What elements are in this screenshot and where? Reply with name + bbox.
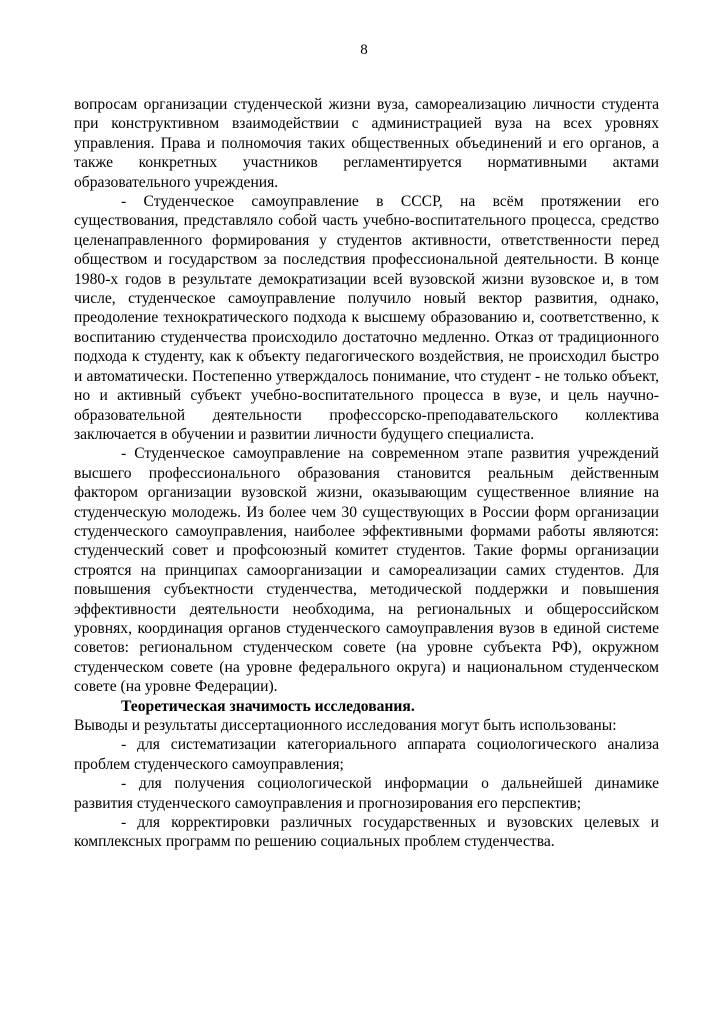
paragraph: вопросам организации студенческой жизни вуза, самореализацию личности студента при конструктивном взаимодействии с администрацией вуза на всех уровнях управления. Права и полномочия таких общественных объединений и его органов, а также конкретных участников регламентируется нормативными актами образовательного учреждения. <box>74 96 659 191</box>
paragraph: - Студенческое самоуправление в СССР, на всём протяжении его существования, представляло собой часть учебно-воспитательного процесса, средство целенаправленного формирования у студентов активности, ответственности перед обществом и государством за последствия профессиональной деятельности. В конце 1980-х годов в результате демократизации всей вузовской жизни вузовское и, в том числе, студенческое самоуправление получило новый вектор развития, однако, преодоление технократического подхода к высшему образованию и, соответственно, к воспитанию студенчества происходило достаточно медленно. Отказ от традиционного подхода к студенту, как к объекту педагогического воздействия, не происходил быстро и автоматически. Постепенно утверждалось понимание, что студент - не только объект, но и активный субъект учебно-воспитательного процесса в вузе, и цель научно-образовательной деятельности профессорско-преподавательского коллектива заключается в обучении и развитии личности будущего специалиста. <box>74 193 659 443</box>
list-item: - для систематизации категориального аппарата социологического анализа проблем студенческого самоуправления; <box>74 736 659 773</box>
list-item: - для получения социологической информации о дальнейшей динамике развития студенческого самоуправления и прогнозирования его перспектив; <box>74 775 659 812</box>
paragraph: - Студенческое самоуправление на современном этапе развития учреждений высшего профессионального образования становится реальным действенным фактором организации вузовской жизни, оказывающим существенное влияние на студенческую молодежь. Из более чем 30 существующих в России форм организации студенческого самоуправления, наиболее эффективными формами работы являются: студенческий совет и профсоюзный комитет студентов. Такие формы организации строятся на принципах самоорганизации и самореализации самих студентов. Для повышения субъектности студенчества, методической поддержки и повышения эффективности деятельности необходима, на региональных и общероссийском уровнях, координация органов студенческого самоуправления вузов в единой системе советов: региональном студенческом совете (на уровне субъекта РФ), окружном студенческом совете (на уровне федерального округа) и национальном студенческом совете (на уровне Федерации). <box>74 445 659 696</box>
page-number: 8 <box>360 42 368 58</box>
intro-line: Выводы и результаты диссертационного исследования могут быть использованы: <box>74 717 617 734</box>
section-heading: Теоретическая значимость исследования. <box>121 697 415 715</box>
body-text <box>74 95 659 852</box>
list-item: - для корректировки различных государственных и вузовских целевых и комплексных программ по решению социальных проблем студенчества. <box>74 814 659 851</box>
